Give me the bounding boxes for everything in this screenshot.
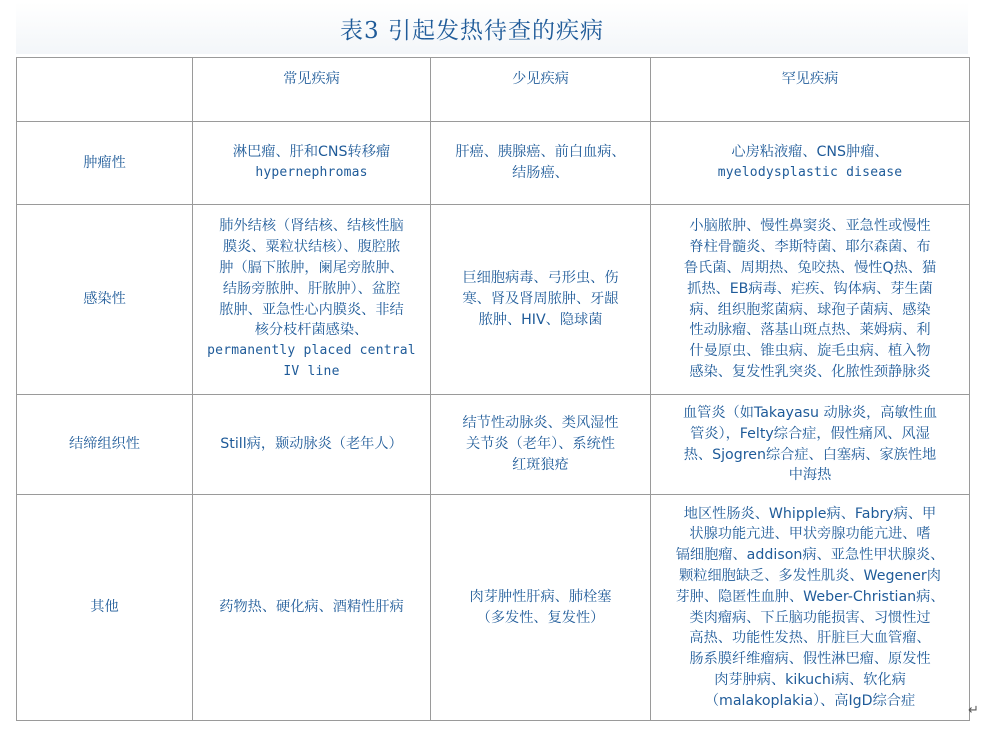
- cell-line: 鲁氏菌、周期热、兔咬热、慢性Q热、猫: [683, 259, 937, 276]
- table-row-other: [17, 495, 970, 721]
- cell-line: 病、组织胞浆菌病、球孢子菌病、感染: [689, 301, 931, 318]
- cell-line: permanently placed central: [207, 343, 416, 359]
- cell-line: 感染、复发性乳突炎、化脓性颈静脉炎: [689, 363, 931, 380]
- common-cell: [193, 395, 431, 495]
- cell-line: 肿（膈下脓肿，阑尾旁脓肿、: [219, 259, 404, 276]
- cell-line: 地区性肠炎、Whipple病、Fabry病、甲: [683, 505, 937, 522]
- cell-line: 肺外结核（肾结核、结核性脑: [219, 218, 404, 235]
- rare-cell: [651, 395, 970, 495]
- cell-line: （malakoplakia）、高IgD综合症: [704, 692, 916, 709]
- category-cell: 结缔组织性: [17, 395, 193, 495]
- rare-cell: [651, 205, 970, 395]
- cell-line: 热、Sjogren综合症、白塞病、家族性地: [683, 446, 937, 463]
- rare-cell: [651, 495, 970, 721]
- uncommon-cell: [431, 205, 651, 395]
- cell-line: 红斑狼疮: [512, 456, 569, 473]
- cell-line: 管炎），Felty综合症，假性痛风、风湿: [690, 425, 930, 442]
- cell-line: 抓热、EB病毒、疟疾、钩体病、芽生菌: [687, 280, 933, 297]
- category-cell: 其他: [17, 495, 193, 721]
- table-row-tumor: [17, 122, 970, 205]
- cell-line: 什曼原虫、锥虫病、旋毛虫病、植入物: [689, 343, 931, 360]
- cell-line: 肉芽肿性肝病、肺栓塞: [469, 588, 612, 605]
- cell-line: 肉芽肿病、kikuchi病、软化病: [714, 671, 906, 688]
- cell-line: 结肠癌、: [512, 165, 569, 181]
- cell-line: 结节性动脉炎、类风湿性: [462, 415, 619, 432]
- title-bar: [16, 2, 968, 54]
- paragraph-mark: ↵: [968, 703, 979, 718]
- cell-line: 性动脉瘤、落基山斑点热、莱姆病、利: [689, 322, 931, 339]
- cell-line: 脓肿、HIV、隐球菌: [478, 311, 603, 328]
- common-cell: [193, 205, 431, 395]
- cell-line: 寒、肾及肾周脓肿、牙龈: [462, 291, 619, 308]
- header-cell-common: 常见疾病: [193, 58, 431, 122]
- cell-line: 高热、功能性发热、肝脏巨大血管瘤、: [689, 630, 931, 647]
- category-cell: 感染性: [17, 205, 193, 395]
- cell-line: myelodysplastic disease: [717, 165, 903, 180]
- uncommon-cell: [431, 395, 651, 495]
- cell-line: hypernephromas: [255, 165, 368, 180]
- cell-line: 镉细胞瘤、addison病、亚急性甲状腺炎、: [675, 547, 945, 564]
- cell-line: 肠系膜纤维瘤病、假性淋巴瘤、原发性: [689, 651, 931, 668]
- cell-line: 核分枝杆菌感染、: [254, 322, 369, 339]
- cell-line: 巨细胞病毒、弓形虫、伤: [462, 270, 619, 287]
- cell-line: 脓肿、亚急性心内膜炎、非结: [219, 301, 404, 318]
- cell-line: （多发性、复发性）: [476, 609, 605, 626]
- cell-line: 血管炎（如Takayasu 动脉炎，高敏性血: [682, 404, 938, 421]
- cell-line: 颗粒细胞缺乏、多发性肌炎、Wegener肉: [679, 567, 941, 584]
- header-cell-uncommon: 少见疾病: [431, 58, 651, 122]
- uncommon-cell: [431, 122, 651, 205]
- cell-line: 芽肿、隐匿性血肿、Weber-Christian病、: [675, 588, 945, 605]
- header-cell-blank: [17, 58, 193, 122]
- table-row-connective-tissue: [17, 395, 970, 495]
- cell-line: IV line: [283, 363, 340, 379]
- header-row: [17, 58, 970, 122]
- cell-line: 药物热、硬化病、酒精性肝病: [219, 599, 404, 616]
- header-cell-rare: 罕见疾病: [651, 58, 970, 122]
- cell-line: 膜炎、粟粒状结核）、腹腔脓: [222, 239, 401, 256]
- cell-line: 类肉瘤病、下丘脑功能损害、习惯性过: [689, 609, 931, 626]
- cell-line: 淋巴瘤、肝和CNS转移瘤: [232, 144, 391, 161]
- cell-line: 中海热: [788, 467, 832, 484]
- rare-cell: [651, 122, 970, 205]
- cell-line: 心房粘液瘤、CNS肿瘤、: [731, 144, 889, 161]
- common-cell: [193, 495, 431, 721]
- cell-line: 脊柱骨髓炎、李斯特菌、耶尔森菌、布: [689, 239, 931, 256]
- common-cell: [193, 122, 431, 205]
- cell-line: 状腺功能亢进、甲状旁腺功能亢进、嗜: [689, 526, 931, 543]
- cell-line: 肝癌、胰腺癌、前白血病、: [455, 144, 626, 161]
- cell-line: Still病，颞动脉炎（老年人）: [220, 436, 403, 453]
- cell-line: 关节炎（老年）、系统性: [466, 436, 615, 453]
- cell-line: 结肠旁脓肿、肝脓肿）、盆腔: [222, 280, 401, 297]
- cell-line: 小脑脓肿、慢性鼻窦炎、亚急性或慢性: [689, 218, 931, 235]
- uncommon-cell: [431, 495, 651, 721]
- category-cell: 肿瘤性: [17, 122, 193, 205]
- table-row-infection: [17, 205, 970, 395]
- disease-table: [16, 57, 970, 721]
- table-title: 表3 引起发热待查的疾病: [340, 17, 604, 44]
